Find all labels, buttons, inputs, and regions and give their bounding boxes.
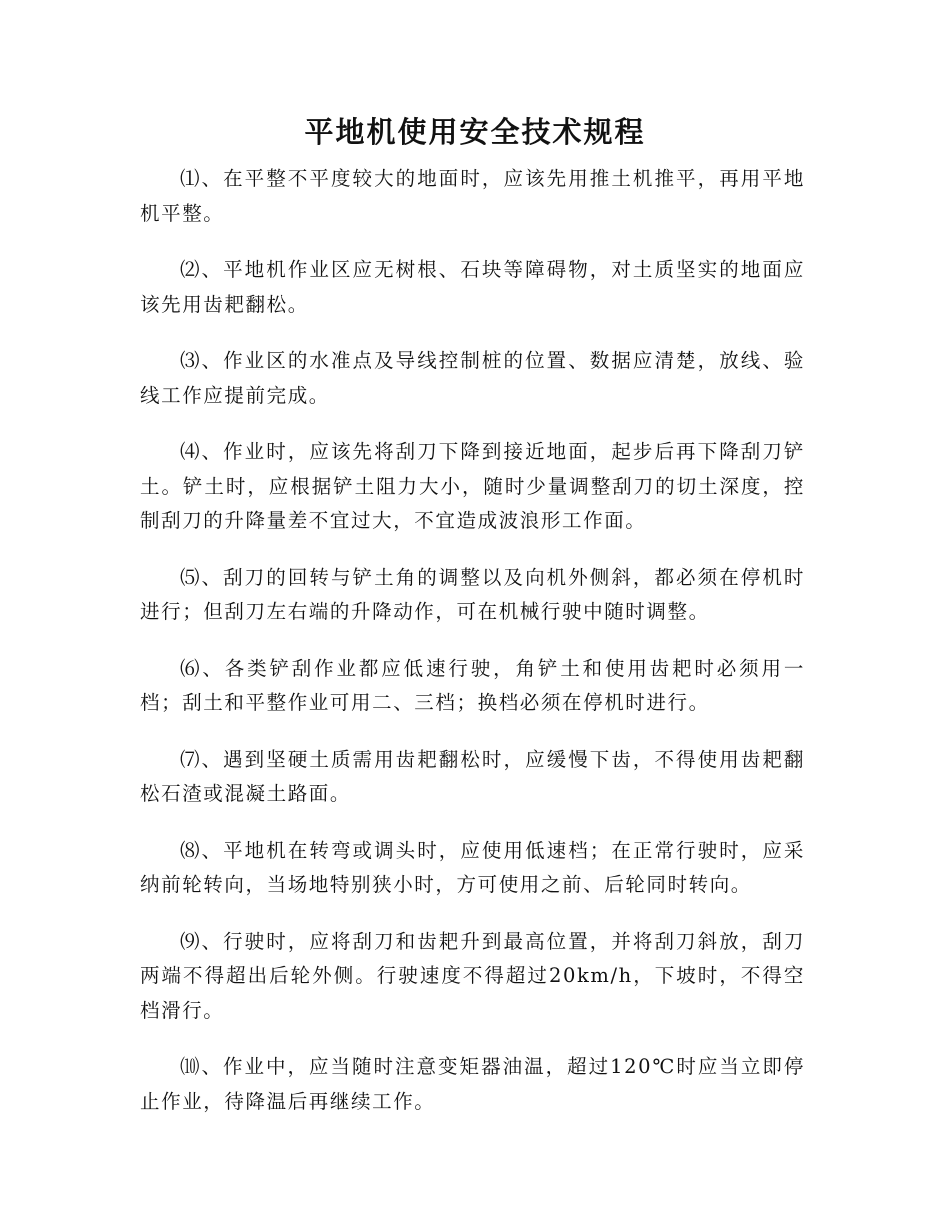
document-title: 平地机使用安全技术规程: [304, 115, 646, 149]
paragraph-10: ⑽、作业中，应当随时注意变矩器油温，超过120℃时应当立即停止作业，待降温后再继续工作。: [140, 1055, 805, 1113]
paragraph-1: ⑴、在平整不平度较大的地面时，应该先用推土机推平，再用平地机平整。: [140, 167, 805, 225]
paragraph-6: ⑹、各类铲刮作业都应低速行驶，角铲土和使用齿耙时必须用一档；刮土和平整作业可用二、三档；换档必须在停机时进行。: [140, 656, 805, 714]
paragraph-7: ⑺、遇到坚硬土质需用齿耙翻松时，应缓慢下齿，不得使用齿耙翻松石渣或混凝土路面。: [140, 747, 805, 805]
paragraph-5: ⑸、刮刀的回转与铲土角的调整以及向机外侧斜，都必须在停机时进行；但刮刀左右端的升降动作，可在机械行驶中随时调整。: [140, 565, 805, 623]
paragraph-2: ⑵、平地机作业区应无树根、石块等障碍物，对土质坚实的地面应该先用齿耙翻松。: [140, 258, 805, 316]
document-body: [140, 162, 805, 1141]
paragraph-3: ⑶、作业区的水准点及导线控制桩的位置、数据应清楚，放线、验线工作应提前完成。: [140, 349, 805, 407]
paragraph-4: ⑷、作业时，应该先将刮刀下降到接近地面，起步后再下降刮刀铲土。铲土时，应根据铲土阻力大小，随时少量调整刮刀的切土深度，控制刮刀的升降量差不宜过大，不宜造成波浪形工作面。: [140, 440, 805, 532]
paragraph-9: ⑼、行驶时，应将刮刀和齿耙升到最高位置，并将刮刀斜放，刮刀两端不得超出后轮外侧。行驶速度不得超过20km/h，下坡时，不得空档滑行。: [140, 929, 805, 1022]
paragraph-8: ⑻、平地机在转弯或调头时，应使用低速档；在正常行驶时，应采纳前轮转向，当场地特别狭小时，方可使用之前、后轮同时转向。: [140, 838, 805, 896]
